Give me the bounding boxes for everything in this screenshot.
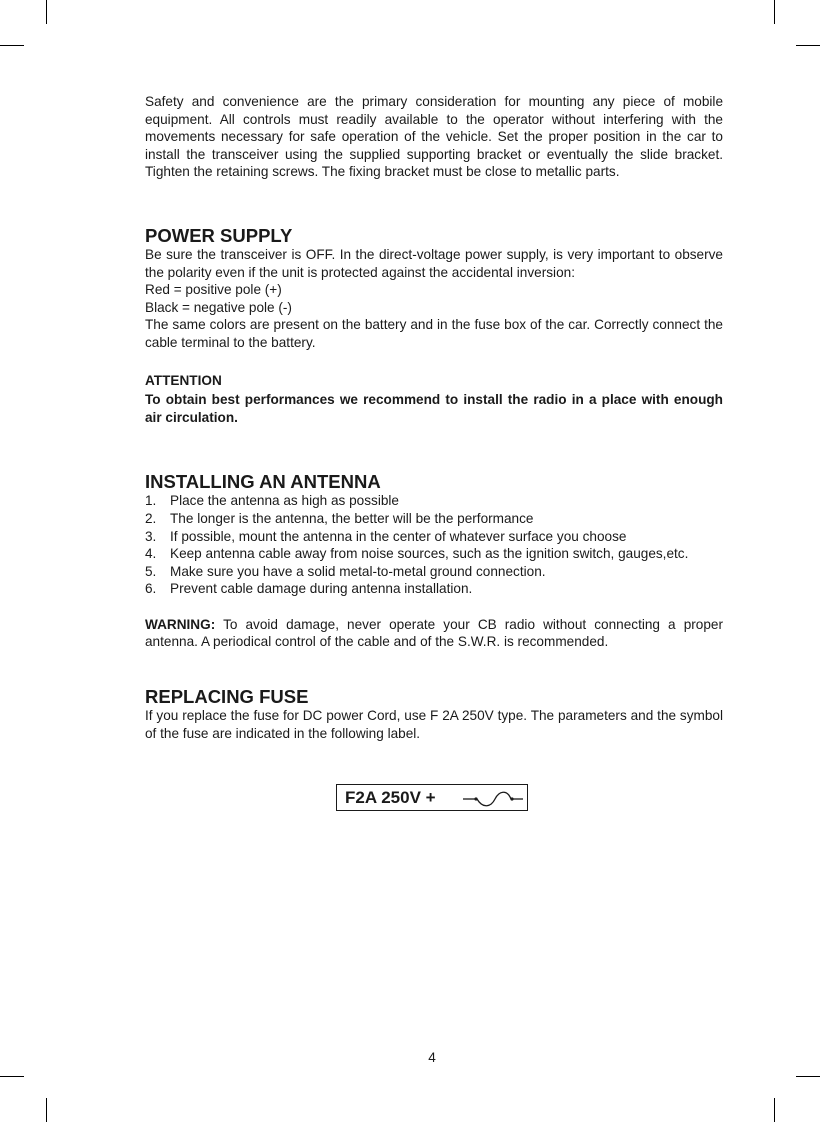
list-item <box>145 492 723 510</box>
step-text: The longer is the antenna, the better will be the performance <box>170 510 534 526</box>
antenna-warning <box>145 616 723 651</box>
warning-label: WARNING: <box>145 616 216 632</box>
step-number: 1. <box>145 493 157 509</box>
warning-text: To avoid damage, never operate your CB radio without connecting a proper antenna. A periodical control of the cable and of the S.W.R. is recommended. <box>145 616 723 650</box>
list-item <box>145 563 723 581</box>
antenna-steps-list <box>145 492 723 598</box>
page-content <box>145 93 723 742</box>
power-supply-closing: The same colors are present on the battery and in the fuse box of the car. Correctly connect the cable terminal to the battery. <box>145 317 723 350</box>
step-text: Make sure you have a solid metal-to-metal ground connection. <box>170 563 546 579</box>
page-number: 4 <box>428 1050 436 1065</box>
intro-paragraph: Safety and convenience are the primary consideration for mounting any piece of mobile equipment. All controls must readily available to the operator without interfering with the movements necessary for safe operation of the vehicle. Set the proper position in the car to install the transceiver using the supplied supporting bracket or eventually the slide bracket. Tighten the retaining screws. The fixing bracket must be close to metallic parts. <box>145 94 723 180</box>
crop-mark-bottom-left <box>46 1098 47 1122</box>
list-item <box>145 580 723 598</box>
fuse-symbol-icon <box>461 789 523 812</box>
step-number: 3. <box>145 528 157 544</box>
fuse-label-box <box>336 784 528 811</box>
black-pole-line: Black = negative pole (-) <box>145 299 292 315</box>
step-text: Prevent cable damage during antenna installation. <box>170 581 473 597</box>
crop-mark-bottom-right <box>796 1076 820 1077</box>
list-item <box>145 528 723 546</box>
step-text: If possible, mount the antenna in the center of whatever surface you choose <box>170 528 627 544</box>
crop-mark-bottom-right <box>774 1098 775 1122</box>
fuse-label-text: F2A 250V + <box>345 787 436 807</box>
replacing-fuse-heading: REPLACING FUSE <box>145 686 309 708</box>
attention-text: To obtain best performances we recommend to install the radio in a place with enough air circulation. <box>145 392 723 425</box>
antenna-heading: INSTALLING AN ANTENNA <box>145 471 381 493</box>
attention-title: ATTENTION <box>145 372 222 388</box>
list-item <box>145 510 723 528</box>
list-item <box>145 545 723 563</box>
crop-mark-top-right <box>774 0 775 24</box>
step-number: 6. <box>145 581 157 597</box>
step-number: 5. <box>145 563 157 579</box>
step-number: 4. <box>145 546 157 562</box>
red-pole-line: Red = positive pole (+) <box>145 282 282 298</box>
step-number: 2. <box>145 510 157 526</box>
step-text: Keep antenna cable away from noise sources, such as the ignition switch, gauges,etc. <box>170 546 689 562</box>
crop-mark-bottom-left <box>0 1076 24 1077</box>
replacing-fuse-paragraph: If you replace the fuse for DC power Cord, use F 2A 250V type. The parameters and the symbol of the fuse are indicated in the following label. <box>145 708 723 741</box>
crop-mark-top-right <box>796 45 820 46</box>
crop-mark-top-left <box>46 0 47 24</box>
power-supply-heading: POWER SUPPLY <box>145 224 293 246</box>
power-supply-paragraph: Be sure the transceiver is OFF. In the direct-voltage power supply, is very important to observe the polarity even if the unit is protected against the accidental inversion: <box>145 246 723 280</box>
crop-mark-top-left <box>0 45 24 46</box>
step-text: Place the antenna as high as possible <box>170 493 399 509</box>
